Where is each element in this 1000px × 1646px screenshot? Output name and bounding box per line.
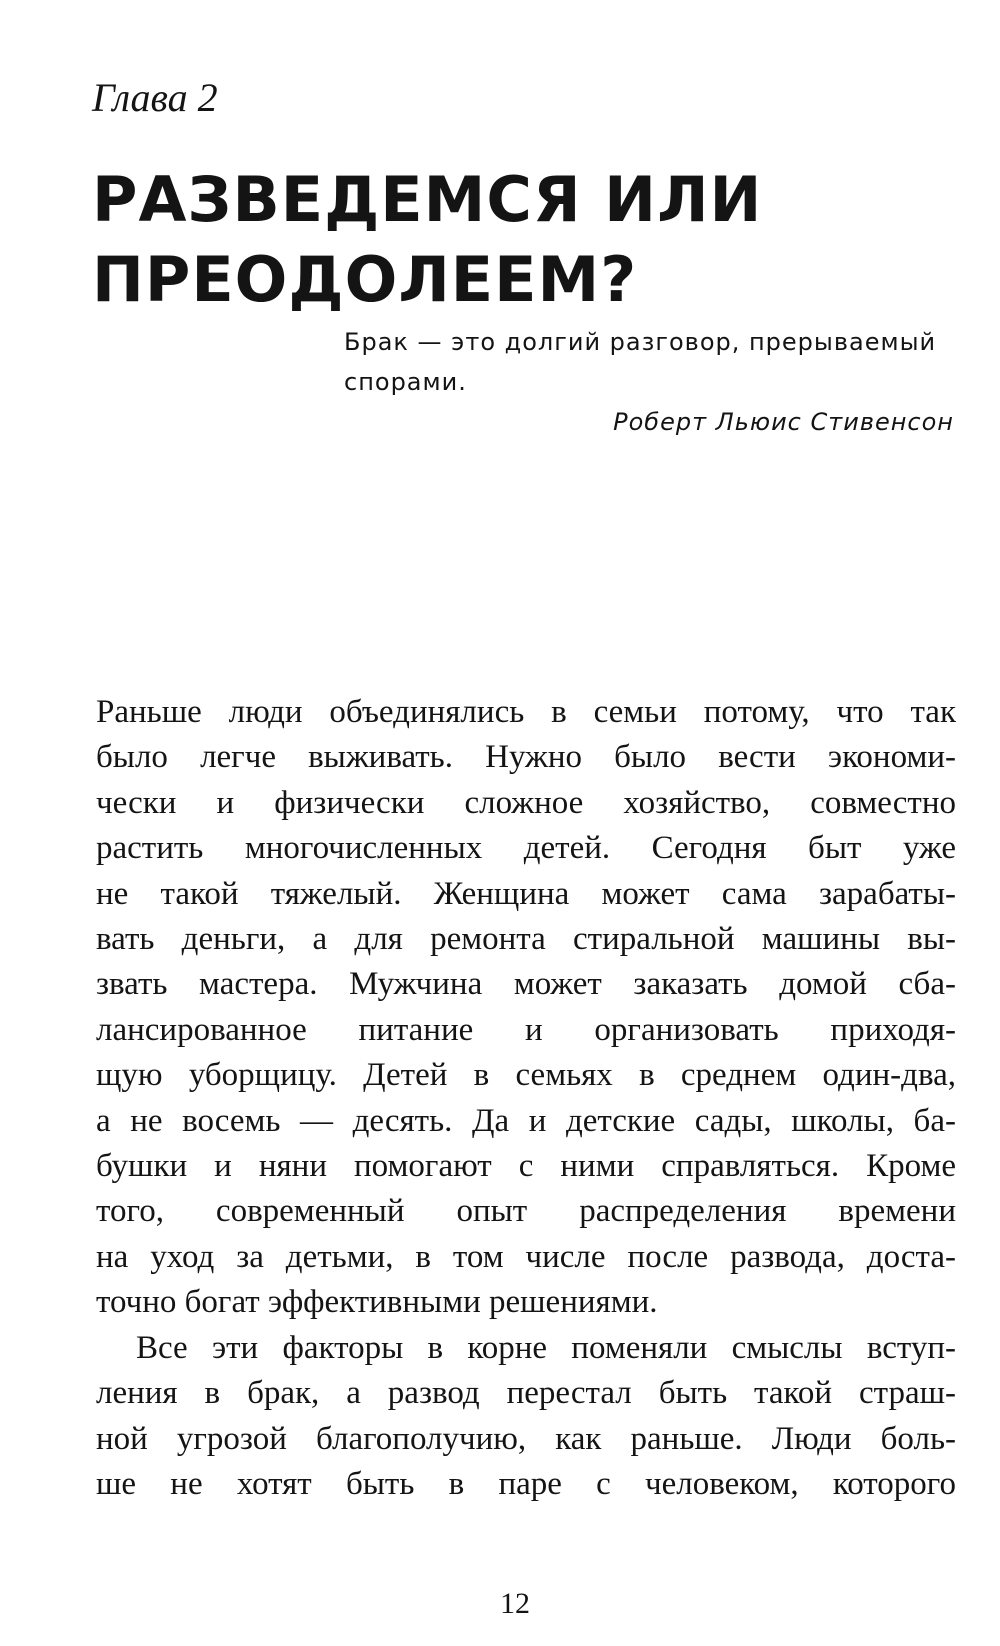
text-line: было легче выживать. Нужно было вести экономи-	[96, 739, 956, 776]
text-line: ше не хотят быть в паре с человеком, которого	[96, 1465, 956, 1502]
text-line: Все эти факторы в корне поменяли смыслы вступ-	[136, 1329, 956, 1366]
text-line: ления в брак, а развод перестал быть такой страш-	[96, 1375, 956, 1412]
text-line: а не восемь — десять. Да и детские сады, школы, ба-	[96, 1102, 956, 1139]
body-text	[96, 690, 956, 1507]
text-line: лансированное питание и организовать приходя-	[96, 1011, 956, 1048]
text-line: того, современный опыт распределения времени	[96, 1193, 956, 1230]
paragraph	[96, 690, 956, 1326]
page-number: 12	[500, 1587, 530, 1620]
text-line: точно богат эффективными решениями.	[96, 1284, 658, 1321]
epigraph	[344, 322, 954, 442]
text-line: бушки и няни помогают с ними справляться. Кроме	[96, 1148, 956, 1185]
text-line: вать деньги, а для ремонта стиральной машины вы-	[96, 921, 956, 958]
text-line: звать мастера. Мужчина может заказать домой сба-	[96, 966, 956, 1003]
text-line: щую уборщицу. Детей в семьях в среднем один-два,	[96, 1057, 956, 1094]
epigraph-quote	[344, 322, 954, 402]
text-line: растить многочисленных детей. Сегодня быт уже	[96, 830, 956, 867]
text-line: Раньше люди объединялись в семьи потому, что так	[96, 694, 956, 730]
chapter-title	[92, 160, 912, 320]
paragraph	[96, 1326, 956, 1508]
text-line: на уход за детьми, в том числе после развода, доста-	[96, 1238, 956, 1275]
text-line: ной угрозой благополучию, как раньше. Люди боль-	[96, 1420, 956, 1457]
chapter-title-line: РАЗВЕДЕМСЯ ИЛИ	[92, 163, 763, 236]
epigraph-quote-line: спорами.	[344, 368, 467, 396]
epigraph-quote-line: Брак — это долгий разговор, прерываемый	[344, 328, 937, 356]
text-line: чески и физически сложное хозяйство, совместно	[96, 784, 956, 821]
chapter-title-line: ПРЕОДОЛЕЕМ?	[92, 243, 638, 316]
text-line: не такой тяжелый. Женщина может сама зарабаты-	[96, 875, 956, 912]
epigraph-author: Роберт Льюис Стивенсон	[613, 408, 954, 436]
chapter-label: Глава 2	[92, 75, 218, 120]
